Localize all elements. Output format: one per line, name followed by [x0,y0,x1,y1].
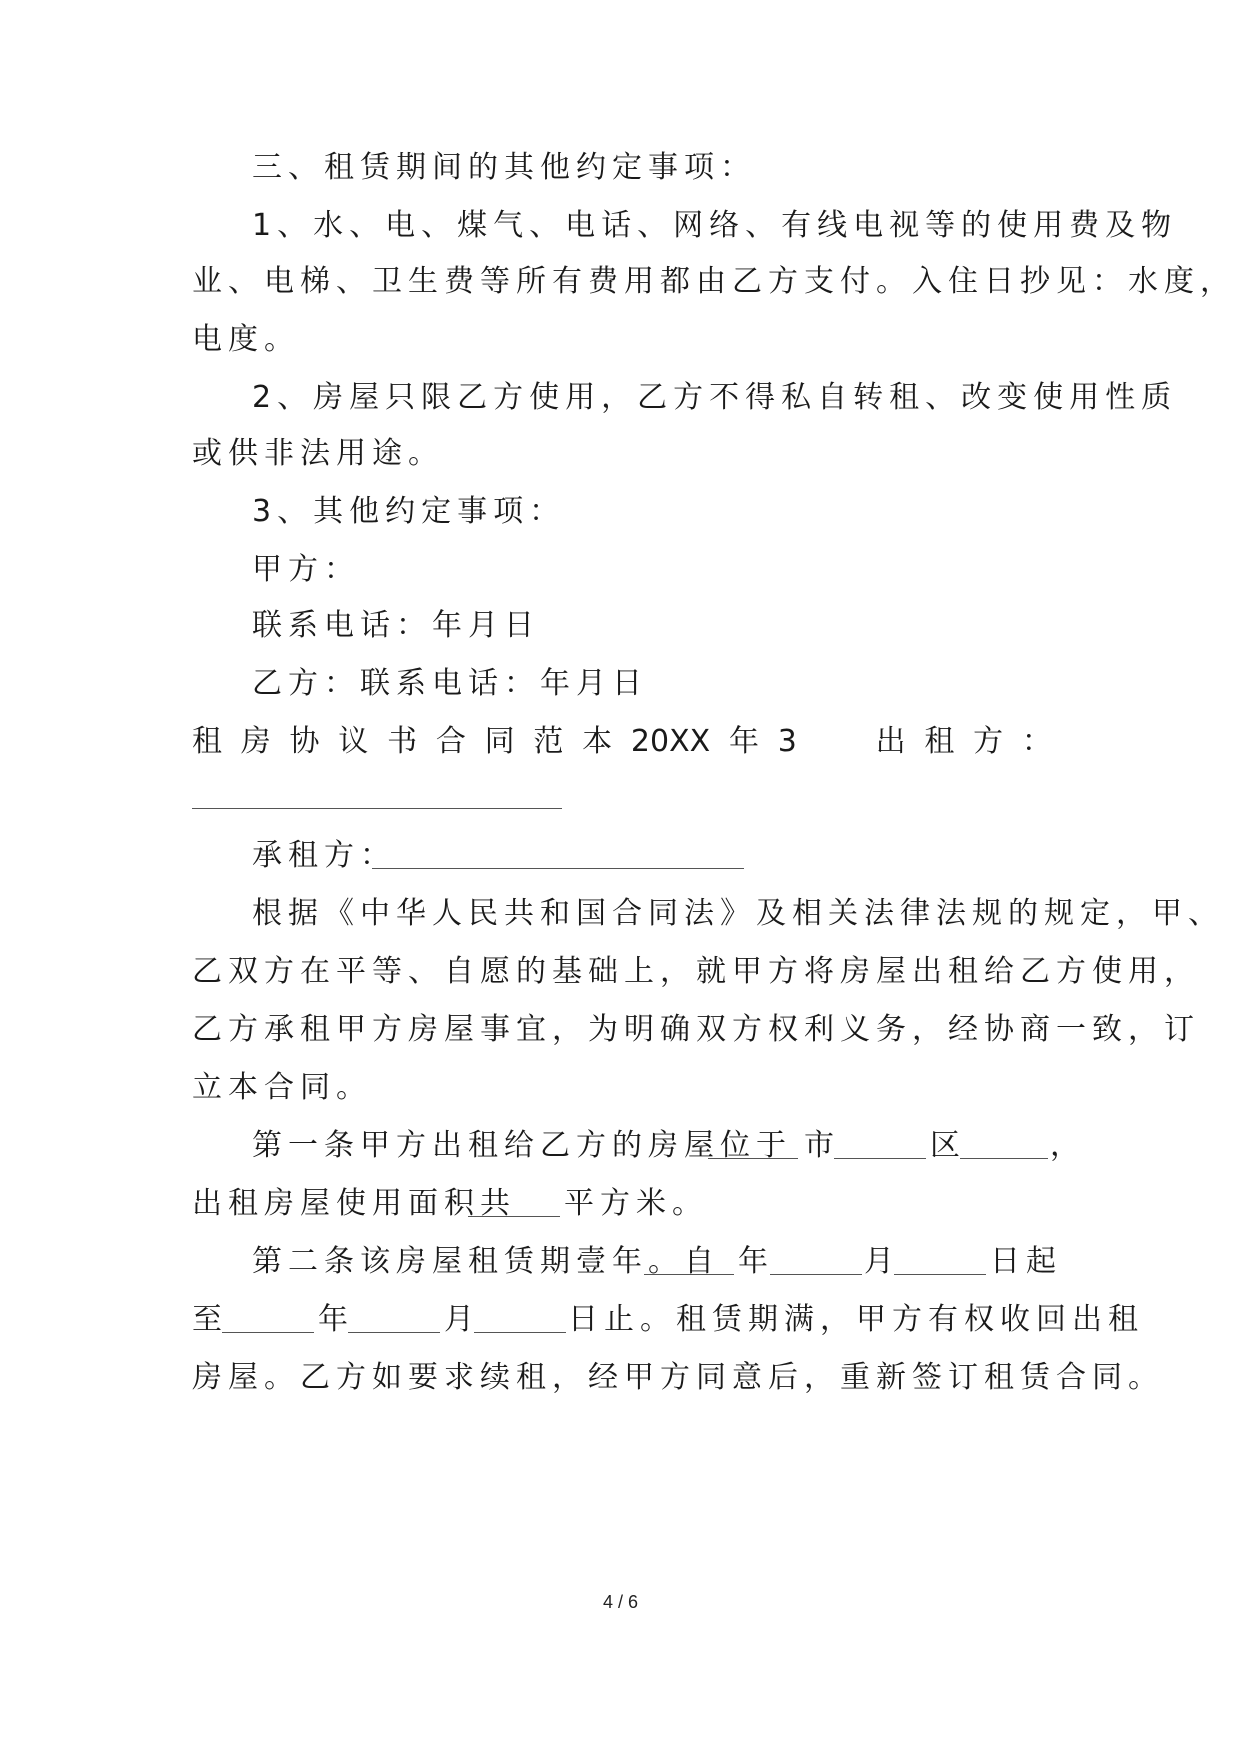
article2-text: 第二条该房屋租赁期壹年。自 [252,1244,720,1279]
title-char: 协 [289,724,320,759]
month-label: 月 [864,1244,900,1279]
address-blank [960,1158,1048,1159]
lessee-blank [372,868,744,869]
lessor-blank [192,808,562,809]
paragraph-line: 乙双方在平等、自愿的基础上，就甲方将房屋出租给乙方使用， [192,954,1200,989]
area-blank [468,1216,560,1217]
title-char: 方 [973,724,1004,759]
page-number: 4 / 6 [602,1592,639,1612]
article1-text: 第一条甲方出租给乙方的房屋位于 [252,1128,792,1163]
paragraph-line: 1、水、电、煤气、电话、网络、有线电视等的使用费及物 [252,208,1178,243]
comma: ， [1050,1128,1086,1163]
article1-text: 出租房屋使用面积共 [192,1186,516,1221]
year-label: 年 [318,1302,354,1337]
section-heading: 三、租赁期间的其他约定事项： [252,150,756,185]
contract-title-row [192,722,1052,762]
paragraph-line: 立本合同。 [192,1070,372,1105]
lessee-label: 承租方： [252,838,396,873]
paragraph-line: 根据《中华人民共和国合同法》及相关法律法规的规定，甲、 [252,896,1224,931]
title-char: 租 [924,724,955,759]
paragraph-line: 房屋。乙方如要求续租，经甲方同意后，重新签订租赁合同。 [192,1360,1164,1395]
title-char: 3 [777,724,797,759]
city-blank [708,1158,798,1159]
month-label: 月 [444,1302,480,1337]
party-a-label: 甲方： [252,552,360,587]
end-day-blank [474,1332,566,1333]
end-month-blank [348,1332,440,1333]
start-year-blank [644,1274,734,1275]
party-b-contact: 乙方：联系电话：年月日 [252,666,648,701]
year-label: 年 [738,1244,774,1279]
article2-text: 日止。租赁期满，甲方有权收回出租 [568,1302,1144,1337]
title-char: 书 [387,724,418,759]
paragraph-line: 2、房屋只限乙方使用，乙方不得私自转租、改变使用性质 [252,380,1178,415]
title-char: 房 [240,724,271,759]
day-from-label: 日起 [990,1244,1062,1279]
title-char: 合 [435,724,466,759]
to-label: 至 [192,1302,228,1337]
district-blank [834,1158,926,1159]
paragraph-line: 业、电梯、卫生费等所有费用都由乙方支付。入住日抄见：水度， [192,264,1236,299]
paragraph-line: 3、其他约定事项： [252,494,566,529]
title-char: 议 [338,724,369,759]
city-label: 市 [804,1128,840,1163]
start-month-blank [770,1274,862,1275]
title-char: 年 [728,724,759,759]
title-colon: ： [1021,724,1052,759]
title-year: 20XX [630,724,711,759]
title-char: 本 [582,724,613,759]
title-char: 范 [533,724,564,759]
paragraph-line: 电度。 [192,322,300,357]
paragraph-line: 或供非法用途。 [192,436,444,471]
title-char: 出 [875,724,906,759]
area-unit: 平方米。 [564,1186,708,1221]
district-label: 区 [930,1128,966,1163]
title-char: 同 [484,724,515,759]
party-a-contact: 联系电话：年月日 [252,608,540,643]
start-day-blank [894,1274,986,1275]
end-year-blank [222,1332,314,1333]
paragraph-line: 乙方承租甲方房屋事宜，为明确双方权利义务，经协商一致，订 [192,1012,1200,1047]
title-char: 租 [192,724,222,759]
